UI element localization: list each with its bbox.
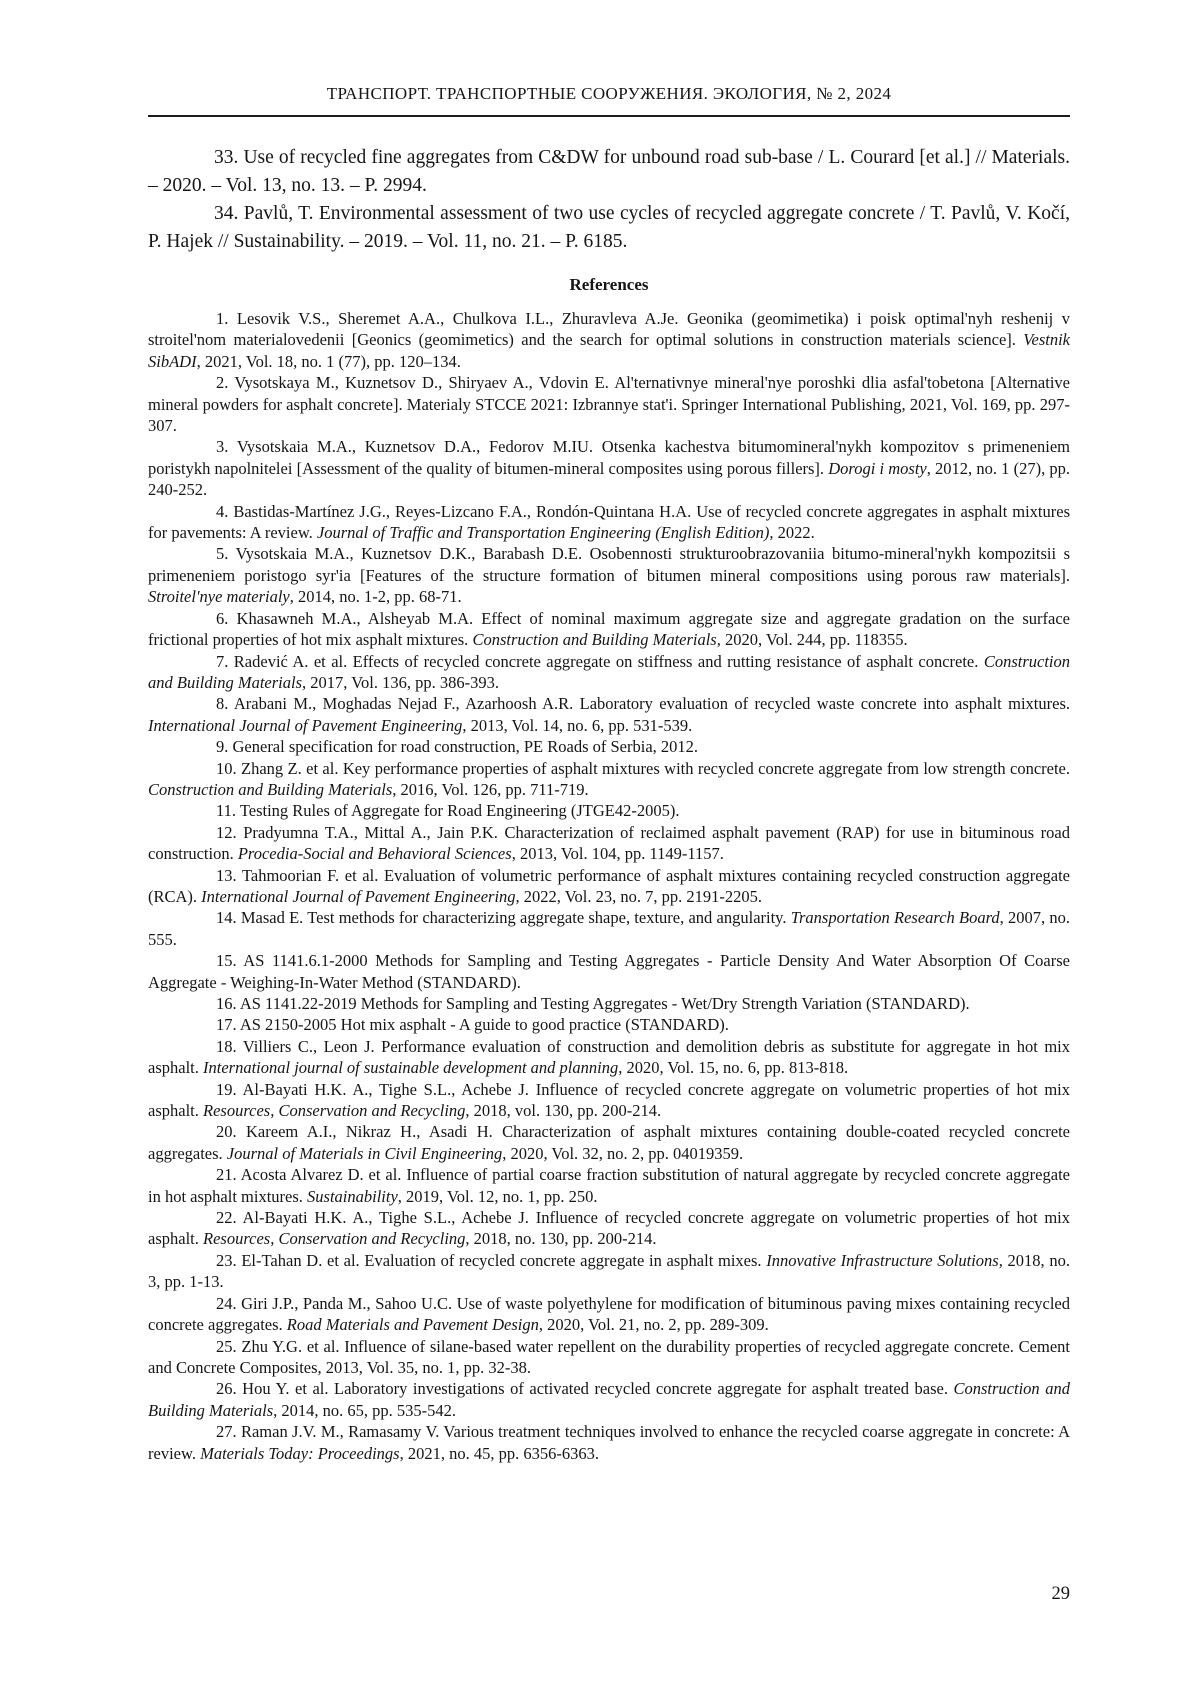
reference-text: 5. Vysotskaia M.A., Kuznetsov D.K., Barabash D.E. Osobennosti strukturoobrazovaniia bitumo-mineral'nykh kompozitsii s primeneniem poristogo syr'ia [Features of the structure formation of bitumen mineral compositions using porous raw materials]. bbox=[148, 544, 1070, 585]
reference-text: 4. Bastidas-Martínez J.G., Reyes-Lizcano F.A., Rondón-Quintana H.A. Use of recycled concrete aggregates in asphalt mixtures for pavements: A review. bbox=[148, 501, 1070, 543]
reference-item-19 bbox=[148, 1079, 1070, 1122]
reference-text: 8. Arabani M., Moghadas Nejad F., Azarhoosh A.R. Laboratory evaluation of recycled waste concrete into asphalt mixtures. bbox=[216, 694, 1070, 714]
reference-source: Journal of Traffic and Transportation Engineering (English Edition), bbox=[316, 523, 774, 543]
reference-text: , 2016, Vol. 126, pp. 711-719. bbox=[392, 779, 589, 799]
reference-text: , 2012, no. 1 (27), pp. 240-252. bbox=[148, 458, 1071, 500]
reference-source: Procedia-Social and Behavioral Sciences bbox=[237, 844, 512, 864]
reference-item-23 bbox=[148, 1250, 1070, 1293]
reference-text: 19. Al-Bayati H.K. A., Tighe S.L., Achebe J. Influence of recycled concrete aggregate on volumetric properties of hot mix asphalt. bbox=[148, 1079, 1070, 1121]
reference-text: 23. El-Tahan D. et al. Evaluation of recycled concrete aggregate in asphalt mixes. bbox=[216, 1250, 767, 1270]
reference-text: 9. General specification for road construction, PE Roads of Serbia, 2012. bbox=[216, 737, 699, 757]
reference-text: 21. Acosta Alvarez D. et al. Influence of partial coarse fraction substitution of natural aggregate by recycled concrete aggregate in hot asphalt mixtures. bbox=[148, 1165, 1070, 1206]
bibliography-item-33: 33. Use of recycled fine aggregates from C&DW for unbound road sub-base / L. Courard [et al.] // Materials. – 2020. – Vol. 13, no. 13. – P. 2994. bbox=[148, 147, 1070, 196]
reference-text: 22. Al-Bayati H.K. A., Tighe S.L., Achebe J. Influence of recycled concrete aggregate on volumetric properties of hot mix asphalt. bbox=[148, 1208, 1070, 1249]
reference-item-22 bbox=[148, 1207, 1070, 1250]
reference-item-18 bbox=[148, 1036, 1070, 1079]
reference-source: Dorogi i mosty bbox=[828, 458, 927, 478]
reference-item-25 bbox=[148, 1336, 1070, 1379]
reference-text: 2022. bbox=[773, 523, 815, 543]
reference-source: Journal of Materials in Civil Engineering bbox=[226, 1143, 503, 1163]
page-number: 29 bbox=[1051, 1584, 1070, 1604]
reference-item-8 bbox=[148, 693, 1070, 736]
reference-source: Road Materials and Pavement Design bbox=[286, 1315, 539, 1335]
reference-text: , 2018, vol. 130, pp. 200-214. bbox=[465, 1101, 662, 1121]
reference-source: International Journal of Pavement Engineering bbox=[148, 715, 463, 735]
journal-header: ТРАНСПОРТ. ТРАНСПОРТНЫЕ СООРУЖЕНИЯ. ЭКОЛОГИЯ, № 2, 2024 bbox=[326, 84, 892, 103]
bibliography-item-34: 34. Pavlů, T. Environmental assessment of two use cycles of recycled aggregate concrete / T. Pavlů, V. Kočí, P. Hajek // Sustainability. – 2019. – Vol. 11, no. 21. – P. 6185. bbox=[148, 203, 1070, 252]
reference-source: Materials Today: Proceedings bbox=[200, 1443, 400, 1463]
reference-text: 26. Hou Y. et al. Laboratory investigations of activated recycled concrete aggregate for asphalt treated base. bbox=[216, 1379, 954, 1399]
reference-item-16 bbox=[148, 993, 1070, 1014]
reference-text: 12. Pradyumna T.A., Mittal A., Jain P.K. Characterization of reclaimed asphalt pavement (RAP) for use in bituminous road construction. bbox=[148, 822, 1070, 864]
reference-text: 10. Zhang Z. et al. Key performance properties of asphalt mixtures with recycled concrete aggregate from low strength concrete. bbox=[216, 758, 1070, 778]
reference-item-15 bbox=[148, 950, 1070, 993]
reference-text: 16. AS 1141.22-2019 Methods for Sampling and Testing Aggregates - Wet/Dry Strength Variation (STANDARD). bbox=[216, 994, 970, 1013]
reference-source: International journal of sustainable development and planning bbox=[203, 1058, 619, 1078]
reference-item-2 bbox=[148, 372, 1070, 436]
reference-text: 15. AS 1141.6.1-2000 Methods for Sampling and Testing Aggregates - Particle Density And Water Absorption Of Coarse Aggregate - Weighing-In-Water Method (STANDARD). bbox=[148, 951, 1070, 992]
reference-item-6 bbox=[148, 608, 1070, 651]
reference-source: Vestnik SibADI bbox=[148, 330, 1070, 371]
reference-item-26 bbox=[148, 1378, 1070, 1421]
reference-text: , 2014, no. 1-2, pp. 68-71. bbox=[289, 587, 462, 607]
reference-item-11 bbox=[148, 800, 1070, 821]
reference-item-14 bbox=[148, 907, 1070, 950]
reference-source: Construction and Building Materials bbox=[148, 779, 393, 799]
reference-text: , 2018, no. 130, pp. 200-214. bbox=[465, 1229, 657, 1249]
header-divider bbox=[148, 115, 1070, 117]
reference-item-1 bbox=[148, 308, 1070, 372]
reference-text: 6. Khasawneh M.A., Alsheyab M.A. Effect of nominal maximum aggregate size and aggregate gradation on the surface frictional properties of hot mix asphalt mixtures. bbox=[148, 608, 1070, 650]
reference-text: , 2022, Vol. 23, no. 7, pp. 2191-2205. bbox=[515, 886, 762, 906]
reference-source: Construction and Building Materials bbox=[148, 1379, 1070, 1420]
reference-text: 3. Vysotskaia M.A., Kuznetsov D.A., Fedorov M.IU. Otsenka kachestva bitumomineral'nykh kompozitov s primeneniem poristykh napolnitelei [Assessment of the quality of bitumen-mineral composites using porous fillers]. bbox=[148, 437, 1070, 478]
reference-text: 1. Lesovik V.S., Sheremet A.A., Chulkova I.L., Zhuravleva A.Je. Geonika (geomimetika) i poisk optimal'nyh reshenij v stroitel'nom materialovedenii [Geonics (geomimetics) and the search for optimal solutions in construction materials science]. bbox=[148, 309, 1070, 350]
reference-text: , 2017, Vol. 136, pp. 386-393. bbox=[302, 672, 499, 692]
reference-item-3 bbox=[148, 436, 1070, 500]
reference-source: Resources, Conservation and Recycling bbox=[203, 1101, 466, 1121]
reference-source: Sustainability bbox=[307, 1186, 398, 1206]
reference-text: 14. Masad E. Test methods for characterizing aggregate shape, texture, and angularity. bbox=[216, 908, 791, 928]
reference-text: , 2020, Vol. 21, no. 2, pp. 289-309. bbox=[538, 1315, 769, 1335]
references-list bbox=[148, 308, 1070, 1464]
reference-source: Construction and Building Materials bbox=[472, 630, 717, 650]
reference-item-20 bbox=[148, 1121, 1070, 1164]
reference-source: International Journal of Pavement Engineering bbox=[201, 886, 516, 906]
reference-text: , 2021, Vol. 18, no. 1 (77), pp. 120–134. bbox=[196, 351, 461, 371]
reference-text: , 2020, Vol. 15, no. 6, pp. 813-818. bbox=[618, 1058, 849, 1078]
reference-text: , 2020, Vol. 32, no. 2, pp. 04019359. bbox=[502, 1143, 744, 1163]
reference-source: Stroitel'nye materialy bbox=[148, 587, 290, 607]
reference-text: , 2019, Vol. 12, no. 1, pp. 250. bbox=[397, 1186, 598, 1206]
reference-text: 2. Vysotskaya M., Kuznetsov D., Shiryaev A., Vdovin E. Al'ternativnye mineral'nye poroshki dlia asfal'tobetona [Alternative mineral powders for asphalt concrete]. Materialy STCCE 2021: Izbrannye stat'i. Springer International Publishing, 2021, Vol. 169, pp. 297-307. bbox=[148, 373, 1070, 436]
reference-text: 13. Tahmoorian F. et al. Evaluation of volumetric performance of asphalt mixtures containing recycled construction aggregate (RCA). bbox=[148, 865, 1070, 906]
reference-source: Innovative Infrastructure Solutions, bbox=[766, 1250, 1003, 1270]
references-heading: References bbox=[569, 275, 649, 294]
reference-source: Transportation Research Board bbox=[790, 908, 1000, 928]
reference-text: 27. Raman J.V. M., Ramasamy V. Various treatment techniques involved to enhance the recycled coarse aggregate in concrete: A review. bbox=[148, 1422, 1070, 1463]
reference-text: 11. Testing Rules of Aggregate for Road Engineering (JTGE42-2005). bbox=[216, 801, 680, 821]
reference-text: 18. Villiers C., Leon J. Performance evaluation of construction and demolition debris as substitute for aggregate in hot mix asphalt. bbox=[148, 1036, 1070, 1078]
reference-item-5 bbox=[148, 543, 1070, 607]
reference-text: 7. Radević A. et al. Effects of recycled concrete aggregate on stiffness and rutting resistance of asphalt concrete. bbox=[216, 651, 984, 671]
reference-item-24 bbox=[148, 1293, 1070, 1336]
reference-source: Construction and Building Materials bbox=[148, 651, 1070, 692]
reference-text: 17. AS 2150-2005 Hot mix asphalt - A guide to good practice (STANDARD). bbox=[216, 1015, 729, 1035]
reference-item-12 bbox=[148, 822, 1070, 865]
reference-item-9 bbox=[148, 736, 1070, 757]
reference-text: , 2020, Vol. 244, pp. 118355. bbox=[716, 630, 908, 650]
reference-text: , 2021, no. 45, pp. 6356-6363. bbox=[399, 1443, 599, 1463]
reference-text: 24. Giri J.P., Panda M., Sahoo U.C. Use of waste polyethylene for modification of bituminous paving mixes containing recycled concrete aggregates. bbox=[148, 1293, 1070, 1335]
reference-text: , 2014, no. 65, pp. 535-542. bbox=[273, 1400, 456, 1420]
reference-text: , 2013, Vol. 104, pp. 1149-1157. bbox=[511, 844, 724, 864]
reference-text: , 2013, Vol. 14, no. 6, pp. 531-539. bbox=[462, 715, 693, 735]
reference-item-10 bbox=[148, 758, 1070, 801]
reference-text: 2018, no. 3, pp. 1-13. bbox=[148, 1250, 1071, 1292]
reference-text: 20. Kareem A.I., Nikraz H., Asadi H. Characterization of asphalt mixtures containing double-coated recycled concrete aggregates. bbox=[148, 1122, 1070, 1163]
bibliography-tail bbox=[148, 144, 1070, 256]
reference-item-27 bbox=[148, 1421, 1070, 1464]
reference-source: Resources, Conservation and Recycling bbox=[203, 1229, 466, 1249]
reference-item-7 bbox=[148, 651, 1070, 694]
reference-item-17 bbox=[148, 1014, 1070, 1035]
reference-text: , 2007, no. 555. bbox=[148, 908, 1071, 949]
reference-text: 25. Zhu Y.G. et al. Influence of silane-based water repellent on the durability properties of recycled aggregate concrete. Cement and Concrete Composites, 2013, Vol. 35, no. 1, pp. 32-38. bbox=[148, 1336, 1070, 1377]
reference-item-21 bbox=[148, 1164, 1070, 1207]
reference-item-4 bbox=[148, 501, 1070, 544]
reference-item-13 bbox=[148, 865, 1070, 908]
